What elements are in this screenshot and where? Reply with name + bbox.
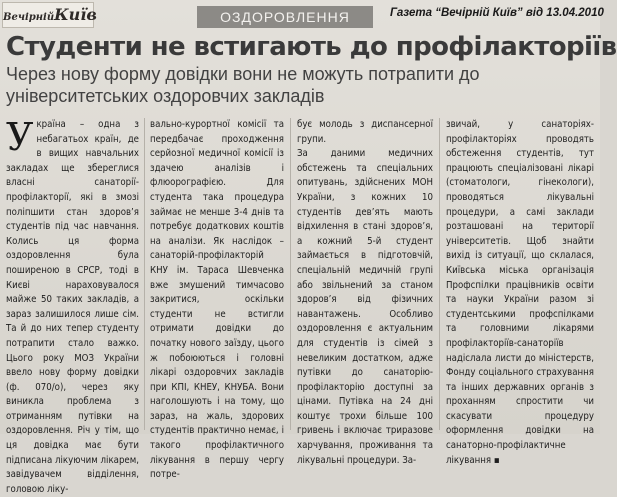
article-column-1 <box>6 115 139 495</box>
gazette-source: Газета “Вечірній Київ” від 13.04.2010 <box>390 7 604 19</box>
section-label: ОЗДОРОВЛЕННЯ <box>197 6 373 28</box>
column-divider <box>144 118 145 430</box>
article-title: Студенти не встигають до профілакторіїв <box>6 32 617 62</box>
column-1-text: країна – одна з небагатьох країн, де в вищих навчальних закладах ще збереглися власні санаторії-профілакторії, які в змозі поліпшити стан здоров’я студентів під час навчання. Колись ця форма оздоровлення була поширеною в СРСР, тоді в Києві нараховувалося майже 50 таких закладів, а зараз залишилося лише сім. Та й до них тепер студенту потрапити стало важко. Цього року МОЗ України ввело нову форму довідки (ф. 070/о), через яку виникла проблема з отриманням путівки на оздоровлення. Річ у тім, що ця довідка має бути підписана лікуючим лікарем, завідувачем відділення, головою ліку- <box>6 119 139 495</box>
logo-text-small: Вечірній <box>3 12 55 23</box>
article-column-4: звичай, у санаторіях-профілакторіях проводять обстеження студентів, тут працюють спеціалізовані лікарі (стоматологи, гінекологи), проводяться лікувальні процедури, а самі заклади розташовані на території університетів. Щоб знайти вихід із ситуації, що склалася, Київська міська організація Профспілки працівників освіти та науки України разом зі студентськими профспілками та головними лікарями профілакторіїв-санаторіїв надіслала листи до міністерств, Фонду соціального страхування та інших державних органів з проханням спростити чи скасувати процедуру оформлення довідки на санаторно-профілактичне лікування ▪ <box>446 119 594 466</box>
column-divider <box>439 118 440 430</box>
article-column-3: бує молодь з диспансерної групи. За даними медичних обстежень та спеціальних опитувань, здійснених МОН України, з кожних 10 студентів дев’ять мають відхилення в стані здоров’я, а кожний 5-й студент займається в підготовчій, спеціальній медичній групі або звільнений за станом здоров’я від фізичних навантажень. Особливо оздоровлення є актуальним для студентів із сімей з невеликим достатком, адже путівки до санаторію-профілакторію доступні за цінами. Путівка на 24 дні коштує трохи більше 100 гривень і включає триразове харчування, проживання та лікувальні процедури. За- <box>297 119 433 466</box>
clipping-header <box>0 0 604 30</box>
article-column-2: вально-курортної комісії та передбачає проходження серйозної медичної комісії із здачею аналізів і флюорографією. Для студента така процедура займає не менше 3-4 днів та потребує додаткових коштів на аналізи. Як наслідок – санаторій-профілакторій КНУ ім. Тараса Шевченка вже змушений тимчасово закритися, оскільки студенти не встигли отримати довідки до початку нового заїзду, цього ж побоюються і головні лікарі оздоровчих закладів при КПІ, КНЕУ, КНУБА. Вони наголошують і на тому, що зараз, на жаль, здорових студентів практично немає, і такого профілактичного лікування в першу чергу потре- <box>150 119 284 481</box>
newspaper-logo <box>2 2 97 28</box>
column-divider <box>290 118 291 430</box>
logo-text-big: Київ <box>54 5 97 24</box>
drop-cap: У <box>6 115 34 159</box>
article-subtitle: Через нову форму довідки вони не можуть потрапити до університетських оздоровчих закладів <box>6 64 480 106</box>
